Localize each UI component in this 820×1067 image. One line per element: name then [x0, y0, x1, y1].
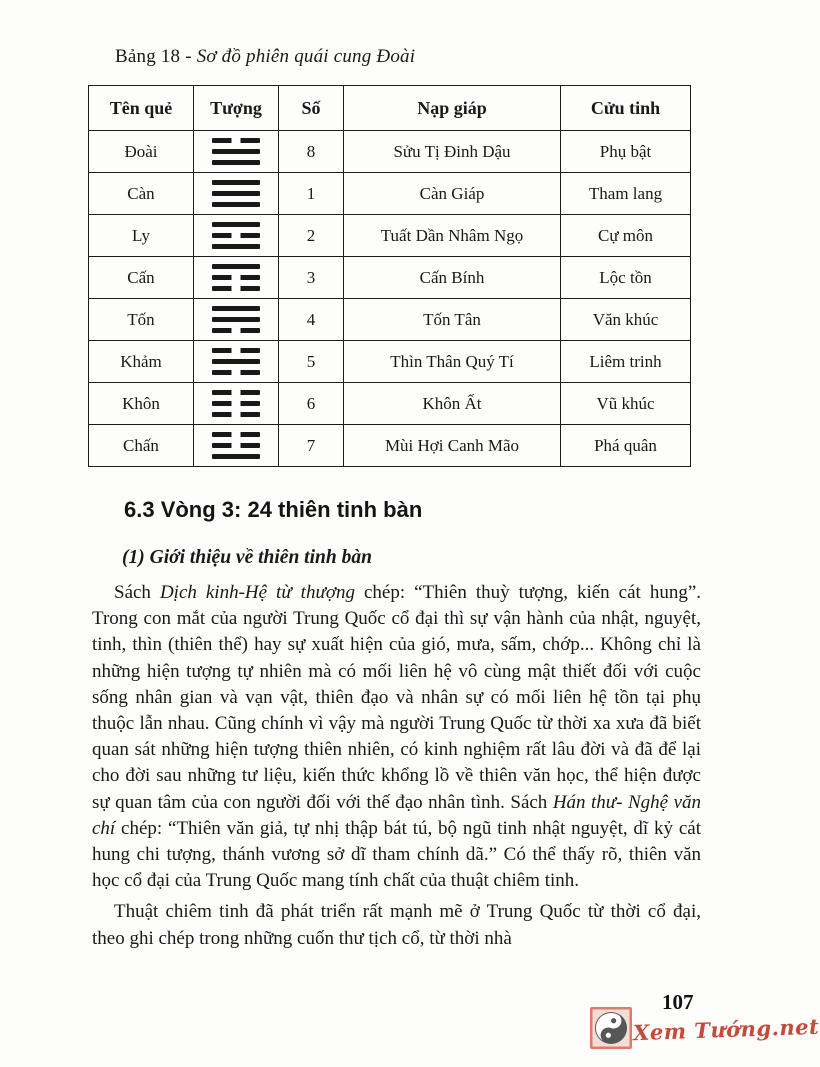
- trigram-broken-line: [212, 328, 260, 333]
- table-row: [89, 173, 691, 215]
- cell-so: 5: [279, 341, 344, 383]
- cell-cuu-tinh: Phụ bật: [561, 131, 691, 173]
- cell-so: 7: [279, 425, 344, 467]
- paragraph-segment: chép: “Thiên thuỳ tượng, kiến cát hung”. Trong con mắt của người Trung Quốc cổ đại thì sự vận hành của nhật, nguyệt, tinh, thìn (thiên thể) hay sự xuất hiện của gió, mưa, sấm, chớp... Không chỉ là những hiện tượng tự nhiên mà có mối liên hệ vô cùng mật thiết đối với cuộc sống nhân gian và vạn vật, thiên đạo và nhân sự có mối liên hệ tồn tại phụ thuộc lẫn nhau. Cũng chính vì vậy mà người Trung Quốc từ thời xa xưa đã biết quan sát những hiện tượng thiên nhiên, có kinh nghiệm rất lâu đời và đã để lại cho đời sau những tư liệu, kiến thức khổng lồ về thiên văn học, thể hiện được sự quan tâm của con người đối với thế đạo nhân tình. Sách: [92, 582, 701, 813]
- trigram-solid-line: [212, 454, 260, 459]
- column-header-4: Nạp giáp: [344, 86, 561, 131]
- trigram-icon: [212, 138, 260, 165]
- trigram-solid-line: [212, 191, 260, 196]
- cell-so: 2: [279, 215, 344, 257]
- cell-nap-giap: Khôn Ất: [344, 383, 561, 425]
- trigram-broken-line: [212, 432, 260, 437]
- cell-cuu-tinh: Tham lang: [561, 173, 691, 215]
- table-caption-prefix: Bảng 18 -: [115, 46, 197, 67]
- section-subheading: (1) Giới thiệu về thiên tinh bàn: [122, 547, 372, 568]
- table-caption-title: Sơ đồ phiên quái cung Đoài: [196, 46, 416, 67]
- cell-cuu-tinh: Lộc tồn: [561, 257, 691, 299]
- cell-nap-giap: Cấn Bính: [344, 257, 561, 299]
- trigram-broken-line: [212, 275, 260, 280]
- cell-so: 6: [279, 383, 344, 425]
- trigram-solid-line: [212, 149, 260, 154]
- cell-ten-que: Ly: [89, 215, 194, 257]
- cell-tuong: [194, 299, 279, 341]
- column-header-5: Cửu tinh: [561, 86, 691, 131]
- paragraph-italic-segment: Dịch kinh-Hệ từ thượng: [159, 582, 355, 603]
- table-row: [89, 341, 691, 383]
- trigram-solid-line: [212, 202, 260, 207]
- trigram-solid-line: [212, 160, 260, 165]
- cell-so: 4: [279, 299, 344, 341]
- watermark-text: Xem Tướng.net: [632, 1013, 820, 1046]
- cell-cuu-tinh: Văn khúc: [561, 299, 691, 341]
- cell-nap-giap: Tốn Tân: [344, 299, 561, 341]
- cell-cuu-tinh: Phá quân: [561, 425, 691, 467]
- trigram-solid-line: [212, 359, 260, 364]
- table-header-row: [89, 86, 691, 131]
- cell-cuu-tinh: Cự môn: [561, 215, 691, 257]
- body-text: [92, 580, 701, 957]
- trigram-solid-line: [212, 244, 260, 249]
- table-row: [89, 299, 691, 341]
- column-header-3: Số: [279, 86, 344, 131]
- trigram-broken-line: [212, 138, 260, 143]
- cell-so: 3: [279, 257, 344, 299]
- page-number: 107: [662, 990, 694, 1014]
- cell-ten-que: Chấn: [89, 425, 194, 467]
- cell-tuong: [194, 131, 279, 173]
- trigram-solid-line: [212, 222, 260, 227]
- trigram-broken-line: [212, 401, 260, 406]
- cell-nap-giap: Thìn Thân Quý Tí: [344, 341, 561, 383]
- cell-nap-giap: Mùi Hợi Canh Mão: [344, 425, 561, 467]
- cell-tuong: [194, 215, 279, 257]
- cell-ten-que: Đoài: [89, 131, 194, 173]
- cell-cuu-tinh: Vũ khúc: [561, 383, 691, 425]
- cell-tuong: [194, 383, 279, 425]
- cell-cuu-tinh: Liêm trinh: [561, 341, 691, 383]
- paragraph: [92, 899, 701, 951]
- trigram-broken-line: [212, 286, 260, 291]
- trigram-broken-line: [212, 390, 260, 395]
- cell-nap-giap: Tuất Dần Nhâm Ngọ: [344, 215, 561, 257]
- cell-tuong: [194, 341, 279, 383]
- cell-nap-giap: Sửu Tị Đinh Dậu: [344, 131, 561, 173]
- table-row: [89, 425, 691, 467]
- trigram-broken-line: [212, 348, 260, 353]
- table-caption: [115, 46, 415, 68]
- trigram-icon: [212, 222, 260, 249]
- trigram-broken-line: [212, 233, 260, 238]
- trigram-solid-line: [212, 317, 260, 322]
- trigram-icon: [212, 264, 260, 291]
- cell-ten-que: Khôn: [89, 383, 194, 425]
- watermark: [590, 1007, 819, 1049]
- trigram-solid-line: [212, 264, 260, 269]
- cell-ten-que: Càn: [89, 173, 194, 215]
- cell-ten-que: Tốn: [89, 299, 194, 341]
- paragraph: [92, 580, 701, 894]
- trigram-icon: [212, 306, 260, 333]
- table-row: [89, 131, 691, 173]
- trigram-broken-line: [212, 443, 260, 448]
- trigram-solid-line: [212, 306, 260, 311]
- paragraph-italic-segment: Hán thư- Nghệ văn chí: [92, 791, 702, 839]
- cell-so: 8: [279, 131, 344, 173]
- phien-quai-table: [88, 85, 691, 467]
- trigram-icon: [212, 348, 260, 375]
- table-row: [89, 383, 691, 425]
- cell-so: 1: [279, 173, 344, 215]
- section-heading: 6.3 Vòng 3: 24 thiên tinh bàn: [124, 497, 423, 522]
- trigram-solid-line: [212, 180, 260, 185]
- column-header-2: Tượng: [194, 86, 279, 131]
- table-row: [89, 215, 691, 257]
- trigram-icon: [212, 180, 260, 207]
- trigram-icon: [212, 432, 260, 459]
- paragraph-segment: Sách: [114, 582, 160, 603]
- trigram-broken-line: [212, 412, 260, 417]
- cell-tuong: [194, 257, 279, 299]
- cell-ten-que: Khảm: [89, 341, 194, 383]
- trigram-icon: [212, 390, 260, 417]
- cell-tuong: [194, 173, 279, 215]
- cell-ten-que: Cấn: [89, 257, 194, 299]
- trigram-broken-line: [212, 370, 260, 375]
- paragraph-segment: Thuật chiêm tinh đã phát triển rất mạnh mẽ ở Trung Quốc từ thời cổ đại, theo ghi chép trong những cuốn thư tịch cổ, từ thời nhà: [92, 901, 701, 949]
- column-header-1: Tên quẻ: [89, 86, 194, 131]
- yinyang-icon: [590, 1007, 632, 1049]
- cell-tuong: [194, 425, 279, 467]
- paragraph-segment: chép: “Thiên văn giả, tự nhị thập bát tú, bộ ngũ tinh nhật nguyệt, dĩ kỷ cát hung chi tượng, thánh vương sở dĩ tham chính dã.” Có thể thấy rõ, thiên văn học cổ đại của Trung Quốc mang tính chất của thuật chiêm tinh.: [92, 817, 701, 892]
- cell-nap-giap: Càn Giáp: [344, 173, 561, 215]
- table-row: [89, 257, 691, 299]
